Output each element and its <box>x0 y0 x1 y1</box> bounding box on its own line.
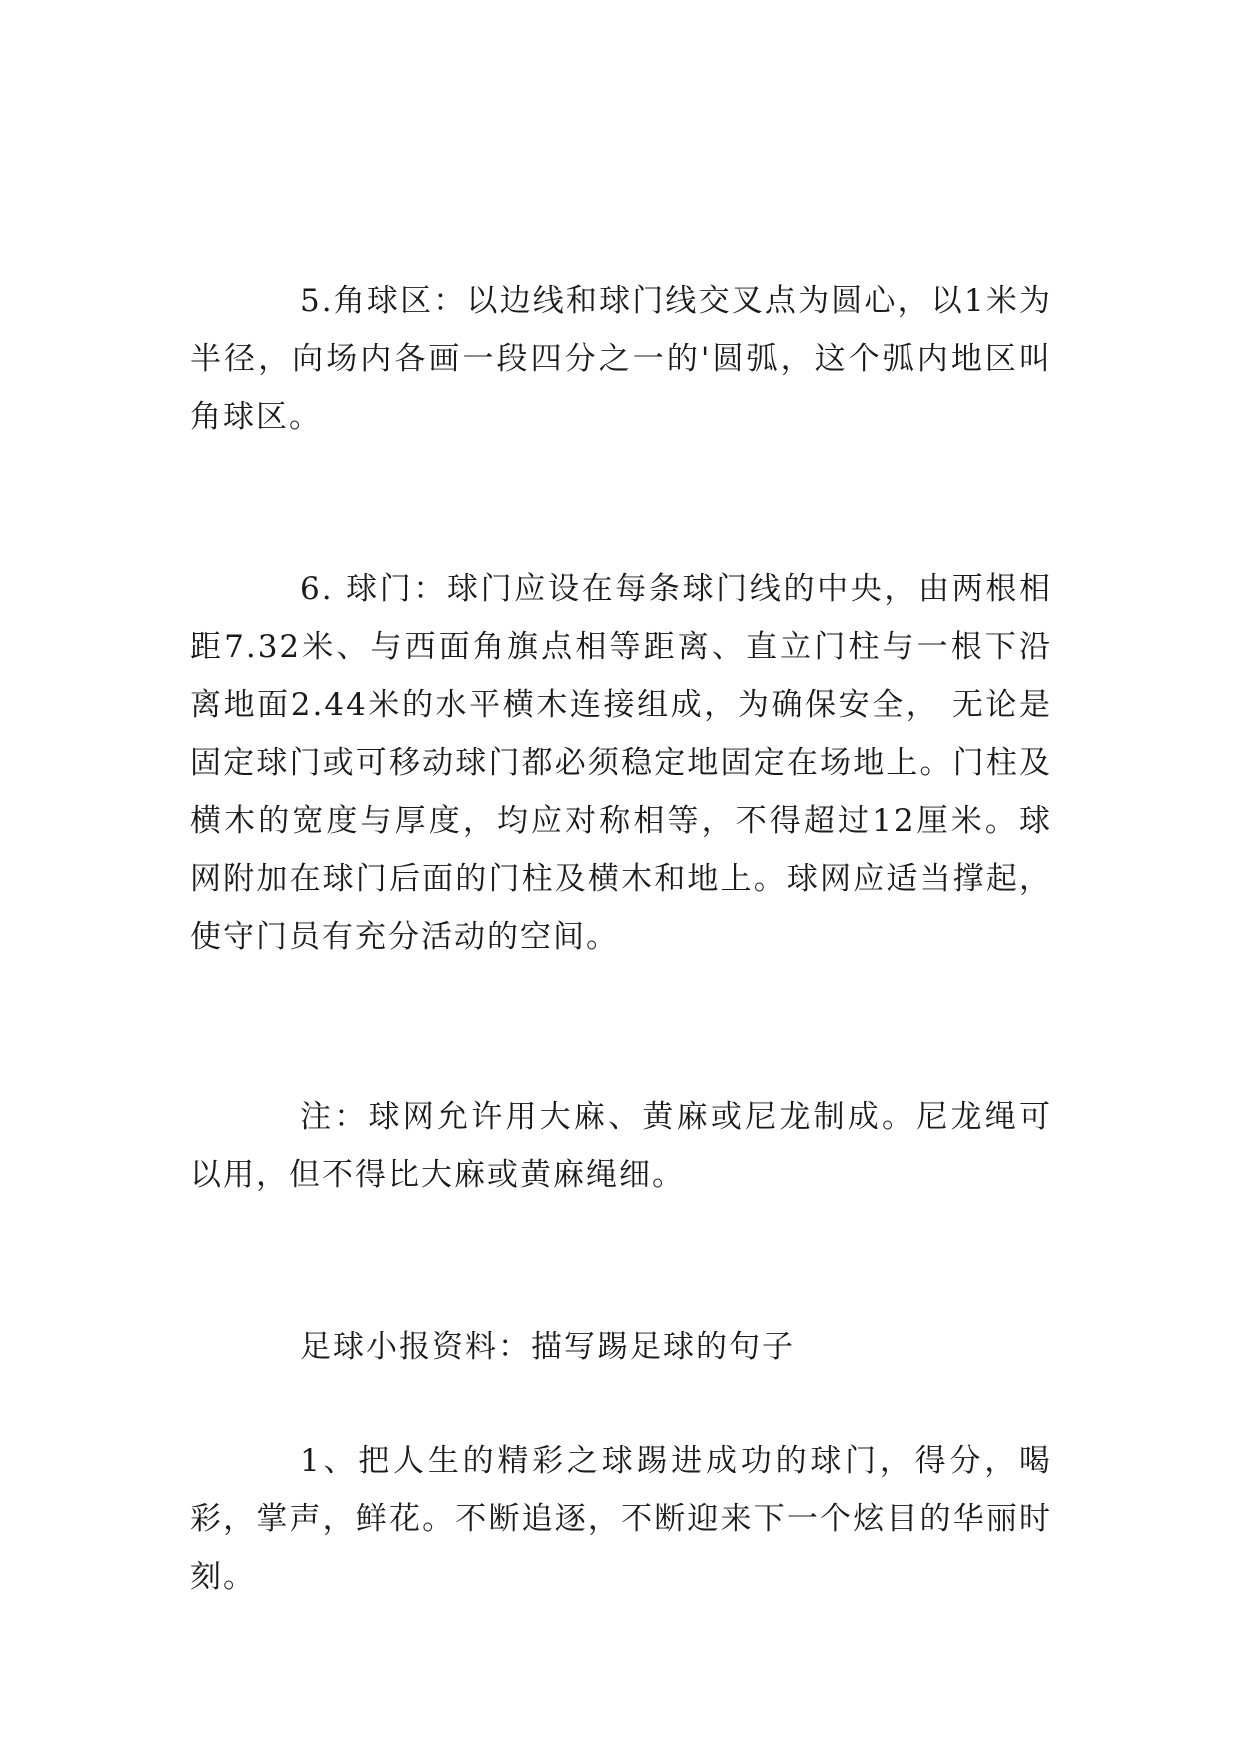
paragraph-sentence-1: 1、把人生的精彩之球踢进成功的球门，得分，喝彩，掌声，鲜花。不断追逐，不断迎来下一个炫目的华丽时刻。 <box>190 1443 1052 1595</box>
section-heading: 足球小报资料：描写踢足球的句子 <box>300 1329 795 1365</box>
paragraph-corner-area: 5.角球区：以边线和球门线交叉点为圆心，以1米为半径，向场内各画一段四分之一的'圆弧，这个弧内地区叫角球区。 <box>190 283 1052 435</box>
paragraph-note: 注：球网允许用大麻、黄麻或尼龙制成。尼龙绳可以用，但不得比大麻或黄麻绳细。 <box>190 1099 1052 1193</box>
paragraph-goal: 6. 球门：球门应设在每条球门线的中央，由两根相距7.32米、与西面角旗点相等距离、直立门柱与一根下沿离地面2.44米的水平横木连接组成，为确保安全， 无论是固定球门或可移动球门都必须稳定地固定在场地上。门柱及横木的宽度与厚度，均应对称相等，不得超过12厘米。球网附加在球门后面的门柱及横木和地上。球网应适当撑起，使守门员有充分活动的空间。 <box>190 571 1052 955</box>
